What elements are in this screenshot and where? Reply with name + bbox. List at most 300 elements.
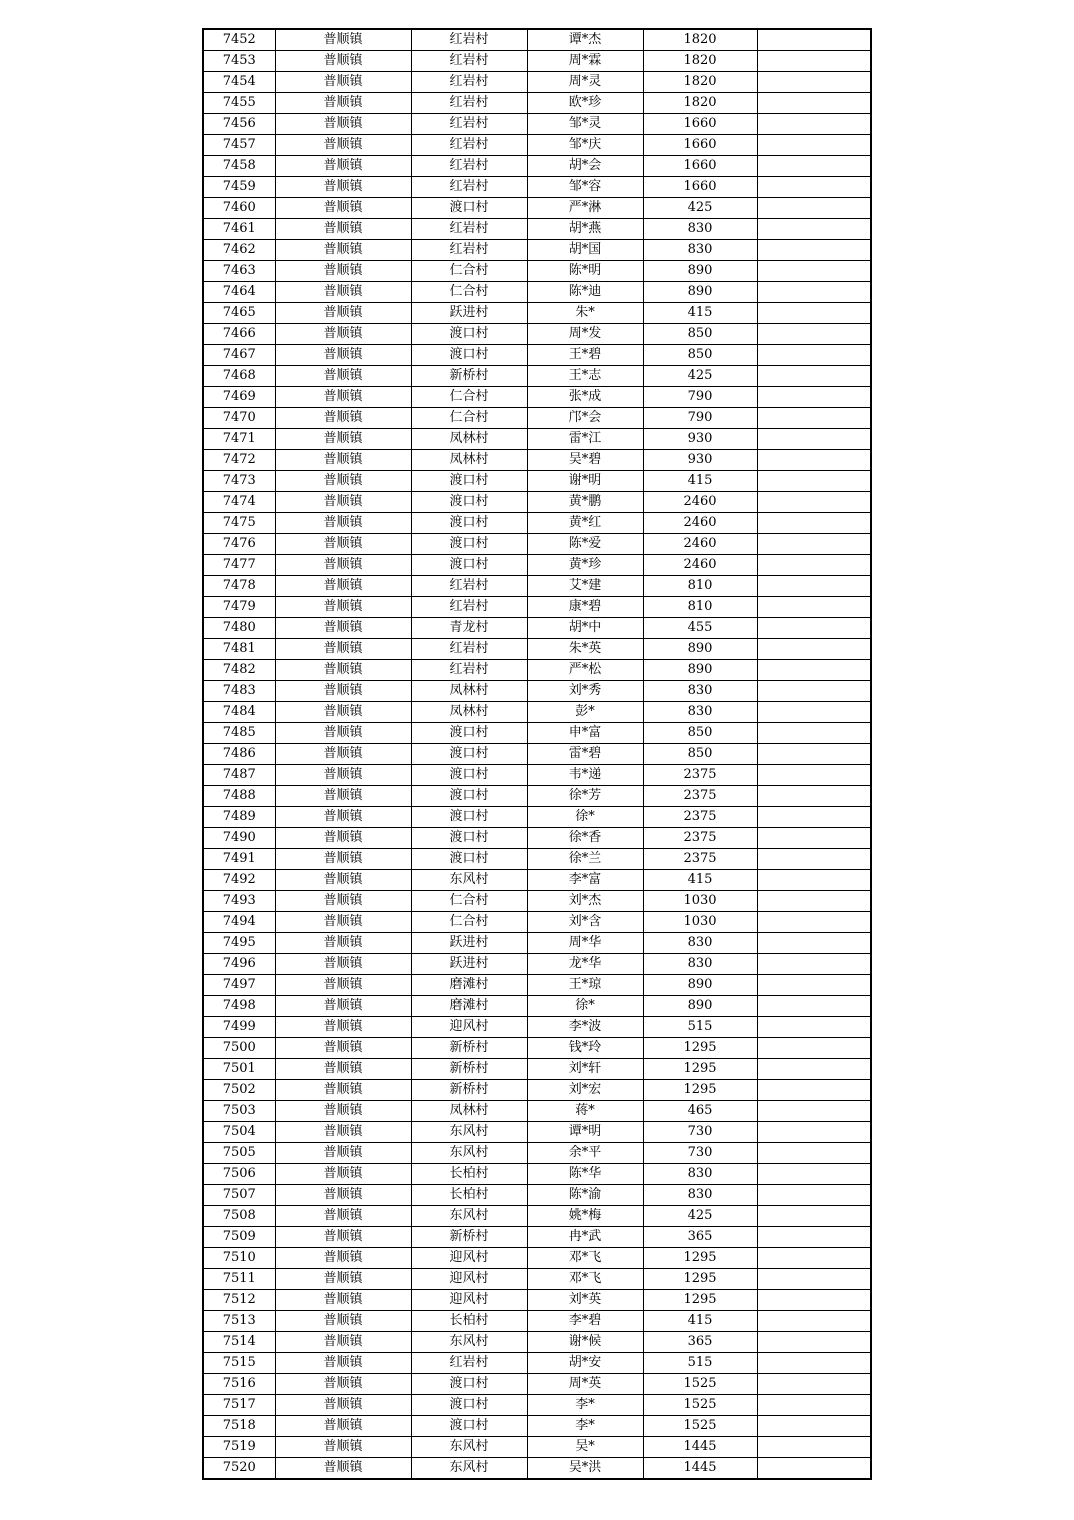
amount-cell: 830 (643, 954, 757, 975)
town-cell: 普顺镇 (275, 366, 411, 387)
serial-number-cell: 7454 (203, 72, 275, 93)
amount-cell: 1525 (643, 1374, 757, 1395)
village-cell: 渡口村 (411, 1416, 527, 1437)
remark-cell (757, 72, 871, 93)
amount-cell: 415 (643, 870, 757, 891)
town-cell: 普顺镇 (275, 534, 411, 555)
name-cell: 陈*明 (527, 261, 643, 282)
remark-cell (757, 849, 871, 870)
remark-cell (757, 1353, 871, 1374)
serial-number-cell: 7496 (203, 954, 275, 975)
remark-cell (757, 891, 871, 912)
remark-cell (757, 261, 871, 282)
town-cell: 普顺镇 (275, 702, 411, 723)
town-cell: 普顺镇 (275, 1332, 411, 1353)
village-cell: 仁合村 (411, 891, 527, 912)
name-cell: 邝*会 (527, 408, 643, 429)
remark-cell (757, 1143, 871, 1164)
name-cell: 陈*迪 (527, 282, 643, 303)
village-cell: 新桥村 (411, 366, 527, 387)
amount-cell: 2375 (643, 786, 757, 807)
amount-cell: 365 (643, 1227, 757, 1248)
village-cell: 渡口村 (411, 534, 527, 555)
amount-cell: 1295 (643, 1059, 757, 1080)
amount-cell: 425 (643, 366, 757, 387)
data-table (202, 28, 872, 1480)
village-cell: 凤林村 (411, 681, 527, 702)
table-row (203, 1395, 871, 1416)
amount-cell: 1030 (643, 891, 757, 912)
serial-number-cell: 7497 (203, 975, 275, 996)
town-cell: 普顺镇 (275, 408, 411, 429)
name-cell: 王*琼 (527, 975, 643, 996)
serial-number-cell: 7462 (203, 240, 275, 261)
amount-cell: 1295 (643, 1269, 757, 1290)
town-cell: 普顺镇 (275, 1395, 411, 1416)
name-cell: 周*发 (527, 324, 643, 345)
table-row (203, 1059, 871, 1080)
remark-cell (757, 1101, 871, 1122)
table-row (203, 1374, 871, 1395)
town-cell: 普顺镇 (275, 1080, 411, 1101)
amount-cell: 850 (643, 723, 757, 744)
remark-cell (757, 93, 871, 114)
village-cell: 磨滩村 (411, 975, 527, 996)
name-cell: 邹*灵 (527, 114, 643, 135)
village-cell: 红岩村 (411, 114, 527, 135)
village-cell: 渡口村 (411, 1374, 527, 1395)
remark-cell (757, 1332, 871, 1353)
name-cell: 余*平 (527, 1143, 643, 1164)
serial-number-cell: 7503 (203, 1101, 275, 1122)
table-row (203, 933, 871, 954)
amount-cell: 730 (643, 1122, 757, 1143)
serial-number-cell: 7456 (203, 114, 275, 135)
amount-cell: 850 (643, 744, 757, 765)
town-cell: 普顺镇 (275, 891, 411, 912)
name-cell: 李*富 (527, 870, 643, 891)
town-cell: 普顺镇 (275, 870, 411, 891)
village-cell: 渡口村 (411, 198, 527, 219)
remark-cell (757, 282, 871, 303)
serial-number-cell: 7507 (203, 1185, 275, 1206)
table-row (203, 303, 871, 324)
town-cell: 普顺镇 (275, 198, 411, 219)
remark-cell (757, 429, 871, 450)
village-cell: 红岩村 (411, 597, 527, 618)
remark-cell (757, 1059, 871, 1080)
spreadsheet-page (202, 28, 872, 1480)
remark-cell (757, 1311, 871, 1332)
village-cell: 红岩村 (411, 135, 527, 156)
remark-cell (757, 870, 871, 891)
village-cell: 东风村 (411, 1206, 527, 1227)
village-cell: 红岩村 (411, 219, 527, 240)
name-cell: 黄*珍 (527, 555, 643, 576)
serial-number-cell: 7505 (203, 1143, 275, 1164)
remark-cell (757, 240, 871, 261)
name-cell: 陈*爱 (527, 534, 643, 555)
amount-cell: 1660 (643, 135, 757, 156)
town-cell: 普顺镇 (275, 1437, 411, 1458)
amount-cell: 930 (643, 429, 757, 450)
table-row (203, 1080, 871, 1101)
name-cell: 周*华 (527, 933, 643, 954)
amount-cell: 425 (643, 198, 757, 219)
amount-cell: 1660 (643, 114, 757, 135)
amount-cell: 1445 (643, 1458, 757, 1480)
town-cell: 普顺镇 (275, 492, 411, 513)
amount-cell: 830 (643, 219, 757, 240)
serial-number-cell: 7520 (203, 1458, 275, 1480)
town-cell: 普顺镇 (275, 387, 411, 408)
serial-number-cell: 7457 (203, 135, 275, 156)
village-cell: 红岩村 (411, 29, 527, 51)
village-cell: 跃进村 (411, 303, 527, 324)
town-cell: 普顺镇 (275, 1311, 411, 1332)
amount-cell: 830 (643, 240, 757, 261)
table-body (203, 29, 871, 1479)
amount-cell: 455 (643, 618, 757, 639)
name-cell: 李*碧 (527, 1311, 643, 1332)
table-row (203, 1290, 871, 1311)
village-cell: 迎风村 (411, 1290, 527, 1311)
name-cell: 李* (527, 1395, 643, 1416)
remark-cell (757, 513, 871, 534)
town-cell: 普顺镇 (275, 744, 411, 765)
village-cell: 东风村 (411, 1122, 527, 1143)
name-cell: 胡*国 (527, 240, 643, 261)
remark-cell (757, 1227, 871, 1248)
name-cell: 吴* (527, 1437, 643, 1458)
town-cell: 普顺镇 (275, 282, 411, 303)
name-cell: 邓*飞 (527, 1269, 643, 1290)
name-cell: 徐*芳 (527, 786, 643, 807)
name-cell: 徐* (527, 807, 643, 828)
serial-number-cell: 7458 (203, 156, 275, 177)
village-cell: 青龙村 (411, 618, 527, 639)
remark-cell (757, 1017, 871, 1038)
serial-number-cell: 7465 (203, 303, 275, 324)
town-cell: 普顺镇 (275, 1458, 411, 1480)
serial-number-cell: 7492 (203, 870, 275, 891)
serial-number-cell: 7466 (203, 324, 275, 345)
village-cell: 凤林村 (411, 429, 527, 450)
remark-cell (757, 1164, 871, 1185)
name-cell: 康*碧 (527, 597, 643, 618)
remark-cell (757, 555, 871, 576)
name-cell: 张*成 (527, 387, 643, 408)
town-cell: 普顺镇 (275, 1143, 411, 1164)
table-row (203, 1017, 871, 1038)
serial-number-cell: 7516 (203, 1374, 275, 1395)
name-cell: 邹*容 (527, 177, 643, 198)
village-cell: 红岩村 (411, 93, 527, 114)
town-cell: 普顺镇 (275, 807, 411, 828)
name-cell: 欧*珍 (527, 93, 643, 114)
table-row (203, 1416, 871, 1437)
serial-number-cell: 7471 (203, 429, 275, 450)
table-row (203, 996, 871, 1017)
table-row (203, 891, 871, 912)
remark-cell (757, 975, 871, 996)
village-cell: 渡口村 (411, 1395, 527, 1416)
serial-number-cell: 7475 (203, 513, 275, 534)
table-row (203, 1311, 871, 1332)
serial-number-cell: 7518 (203, 1416, 275, 1437)
serial-number-cell: 7473 (203, 471, 275, 492)
amount-cell: 1660 (643, 177, 757, 198)
name-cell: 陈*华 (527, 1164, 643, 1185)
serial-number-cell: 7514 (203, 1332, 275, 1353)
table-row (203, 849, 871, 870)
remark-cell (757, 303, 871, 324)
amount-cell: 810 (643, 576, 757, 597)
town-cell: 普顺镇 (275, 1374, 411, 1395)
serial-number-cell: 7453 (203, 51, 275, 72)
name-cell: 邓*飞 (527, 1248, 643, 1269)
village-cell: 渡口村 (411, 471, 527, 492)
serial-number-cell: 7470 (203, 408, 275, 429)
table-row (203, 72, 871, 93)
serial-number-cell: 7477 (203, 555, 275, 576)
amount-cell: 830 (643, 1164, 757, 1185)
remark-cell (757, 576, 871, 597)
amount-cell: 830 (643, 681, 757, 702)
amount-cell: 1295 (643, 1080, 757, 1101)
amount-cell: 2460 (643, 534, 757, 555)
remark-cell (757, 135, 871, 156)
amount-cell: 890 (643, 261, 757, 282)
village-cell: 渡口村 (411, 786, 527, 807)
town-cell: 普顺镇 (275, 1416, 411, 1437)
serial-number-cell: 7461 (203, 219, 275, 240)
serial-number-cell: 7467 (203, 345, 275, 366)
serial-number-cell: 7512 (203, 1290, 275, 1311)
table-row (203, 765, 871, 786)
amount-cell: 1820 (643, 29, 757, 51)
village-cell: 渡口村 (411, 513, 527, 534)
amount-cell: 1295 (643, 1290, 757, 1311)
town-cell: 普顺镇 (275, 1248, 411, 1269)
serial-number-cell: 7483 (203, 681, 275, 702)
village-cell: 东风村 (411, 1458, 527, 1480)
amount-cell: 850 (643, 345, 757, 366)
remark-cell (757, 744, 871, 765)
remark-cell (757, 1122, 871, 1143)
town-cell: 普顺镇 (275, 219, 411, 240)
town-cell: 普顺镇 (275, 177, 411, 198)
town-cell: 普顺镇 (275, 72, 411, 93)
remark-cell (757, 786, 871, 807)
serial-number-cell: 7495 (203, 933, 275, 954)
serial-number-cell: 7476 (203, 534, 275, 555)
serial-number-cell: 7493 (203, 891, 275, 912)
village-cell: 渡口村 (411, 723, 527, 744)
table-row (203, 555, 871, 576)
village-cell: 凤林村 (411, 1101, 527, 1122)
village-cell: 长柏村 (411, 1311, 527, 1332)
amount-cell: 890 (643, 996, 757, 1017)
serial-number-cell: 7519 (203, 1437, 275, 1458)
remark-cell (757, 1038, 871, 1059)
serial-number-cell: 7478 (203, 576, 275, 597)
name-cell: 周*英 (527, 1374, 643, 1395)
table-row (203, 492, 871, 513)
table-row (203, 198, 871, 219)
remark-cell (757, 954, 871, 975)
town-cell: 普顺镇 (275, 597, 411, 618)
village-cell: 红岩村 (411, 51, 527, 72)
serial-number-cell: 7479 (203, 597, 275, 618)
name-cell: 姚*梅 (527, 1206, 643, 1227)
remark-cell (757, 219, 871, 240)
name-cell: 吴*洪 (527, 1458, 643, 1480)
remark-cell (757, 1458, 871, 1480)
serial-number-cell: 7485 (203, 723, 275, 744)
town-cell: 普顺镇 (275, 933, 411, 954)
town-cell: 普顺镇 (275, 429, 411, 450)
remark-cell (757, 681, 871, 702)
amount-cell: 465 (643, 1101, 757, 1122)
amount-cell: 1295 (643, 1038, 757, 1059)
amount-cell: 1525 (643, 1416, 757, 1437)
table-row (203, 240, 871, 261)
town-cell: 普顺镇 (275, 660, 411, 681)
serial-number-cell: 7498 (203, 996, 275, 1017)
name-cell: 朱*英 (527, 639, 643, 660)
name-cell: 韦*递 (527, 765, 643, 786)
serial-number-cell: 7510 (203, 1248, 275, 1269)
table-row (203, 954, 871, 975)
table-row (203, 387, 871, 408)
table-row (203, 723, 871, 744)
table-row (203, 702, 871, 723)
remark-cell (757, 450, 871, 471)
amount-cell: 930 (643, 450, 757, 471)
amount-cell: 2375 (643, 828, 757, 849)
remark-cell (757, 1374, 871, 1395)
serial-number-cell: 7455 (203, 93, 275, 114)
name-cell: 徐* (527, 996, 643, 1017)
remark-cell (757, 29, 871, 51)
town-cell: 普顺镇 (275, 29, 411, 51)
remark-cell (757, 471, 871, 492)
town-cell: 普顺镇 (275, 1269, 411, 1290)
amount-cell: 1030 (643, 912, 757, 933)
remark-cell (757, 933, 871, 954)
town-cell: 普顺镇 (275, 828, 411, 849)
name-cell: 胡*燕 (527, 219, 643, 240)
village-cell: 红岩村 (411, 72, 527, 93)
amount-cell: 790 (643, 387, 757, 408)
village-cell: 东风村 (411, 1143, 527, 1164)
remark-cell (757, 1290, 871, 1311)
name-cell: 谢*候 (527, 1332, 643, 1353)
table-row (203, 1227, 871, 1248)
serial-number-cell: 7468 (203, 366, 275, 387)
village-cell: 渡口村 (411, 744, 527, 765)
remark-cell (757, 177, 871, 198)
name-cell: 周*灵 (527, 72, 643, 93)
village-cell: 红岩村 (411, 639, 527, 660)
amount-cell: 415 (643, 471, 757, 492)
amount-cell: 415 (643, 303, 757, 324)
name-cell: 刘*英 (527, 1290, 643, 1311)
amount-cell: 1820 (643, 51, 757, 72)
amount-cell: 1525 (643, 1395, 757, 1416)
remark-cell (757, 639, 871, 660)
table-row (203, 744, 871, 765)
name-cell: 徐*兰 (527, 849, 643, 870)
name-cell: 李*波 (527, 1017, 643, 1038)
table-row (203, 345, 871, 366)
village-cell: 东风村 (411, 1437, 527, 1458)
town-cell: 普顺镇 (275, 723, 411, 744)
village-cell: 渡口村 (411, 807, 527, 828)
village-cell: 长柏村 (411, 1185, 527, 1206)
town-cell: 普顺镇 (275, 51, 411, 72)
serial-number-cell: 7499 (203, 1017, 275, 1038)
town-cell: 普顺镇 (275, 1227, 411, 1248)
name-cell: 申*富 (527, 723, 643, 744)
table-row (203, 1437, 871, 1458)
name-cell: 雷*碧 (527, 744, 643, 765)
name-cell: 刘*轩 (527, 1059, 643, 1080)
table-row (203, 1164, 871, 1185)
village-cell: 渡口村 (411, 849, 527, 870)
village-cell: 东风村 (411, 1332, 527, 1353)
table-row (203, 29, 871, 51)
village-cell: 迎风村 (411, 1248, 527, 1269)
table-row (203, 807, 871, 828)
amount-cell: 850 (643, 324, 757, 345)
village-cell: 东风村 (411, 870, 527, 891)
table-row (203, 534, 871, 555)
name-cell: 黄*鹏 (527, 492, 643, 513)
amount-cell: 515 (643, 1017, 757, 1038)
amount-cell: 1820 (643, 72, 757, 93)
serial-number-cell: 7464 (203, 282, 275, 303)
amount-cell: 830 (643, 933, 757, 954)
table-row (203, 135, 871, 156)
remark-cell (757, 1080, 871, 1101)
name-cell: 谢*明 (527, 471, 643, 492)
name-cell: 周*霖 (527, 51, 643, 72)
remark-cell (757, 324, 871, 345)
town-cell: 普顺镇 (275, 471, 411, 492)
village-cell: 红岩村 (411, 240, 527, 261)
name-cell: 王*志 (527, 366, 643, 387)
remark-cell (757, 114, 871, 135)
village-cell: 跃进村 (411, 954, 527, 975)
table-row (203, 786, 871, 807)
village-cell: 红岩村 (411, 156, 527, 177)
village-cell: 新桥村 (411, 1227, 527, 1248)
remark-cell (757, 366, 871, 387)
town-cell: 普顺镇 (275, 765, 411, 786)
name-cell: 邹*庆 (527, 135, 643, 156)
remark-cell (757, 912, 871, 933)
serial-number-cell: 7513 (203, 1311, 275, 1332)
village-cell: 渡口村 (411, 324, 527, 345)
town-cell: 普顺镇 (275, 786, 411, 807)
table-row (203, 93, 871, 114)
table-row (203, 618, 871, 639)
table-row (203, 681, 871, 702)
amount-cell: 1445 (643, 1437, 757, 1458)
remark-cell (757, 996, 871, 1017)
